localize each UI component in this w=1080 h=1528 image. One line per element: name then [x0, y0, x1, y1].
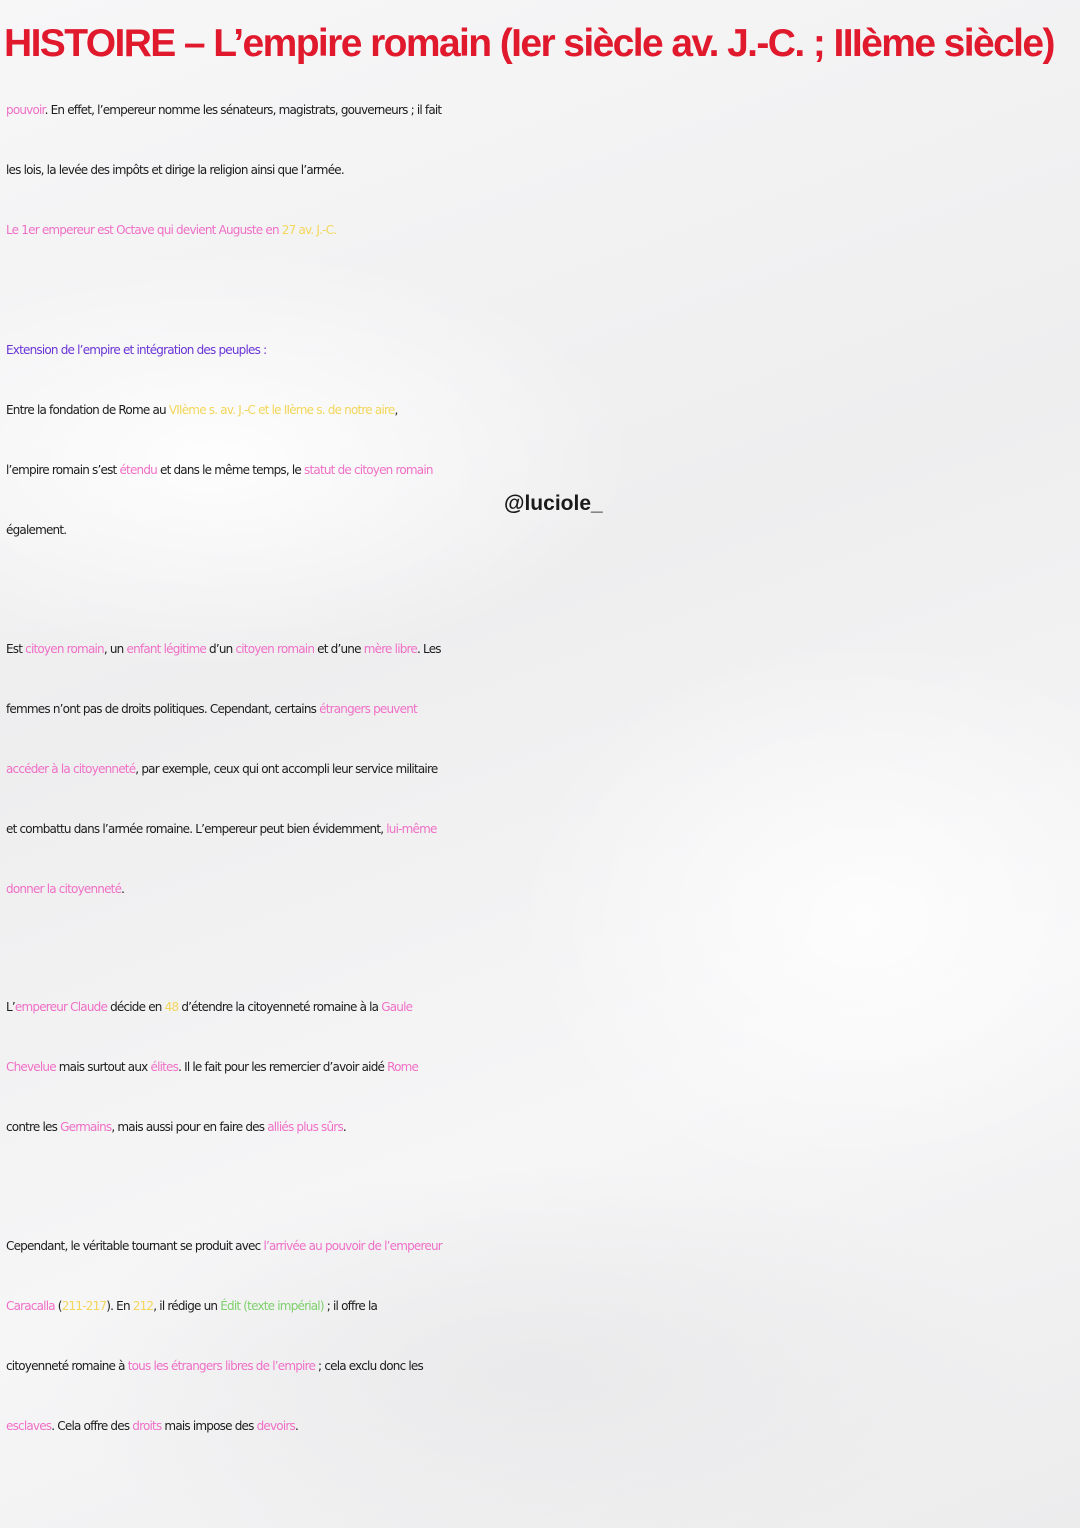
text-line [6, 859, 1074, 919]
highlight: statut de citoyen romain [304, 463, 433, 477]
text: femmes n’ont pas de droits politiques. Cependant, certains [6, 702, 320, 716]
text: et combattu dans l’armée romaine. L’empereur peut bien évidemment, [6, 822, 387, 836]
text: . En effet, l’empereur nomme les sénateurs, magistrats, gouverneurs ; il fait [44, 103, 442, 117]
text: L’ [6, 1000, 15, 1014]
highlight: Germains [60, 1120, 112, 1134]
highlight: tous les étrangers libres de l’empire [127, 1359, 316, 1373]
text-line [6, 679, 1074, 739]
highlight: citoyen romain [235, 642, 315, 656]
highlight: citoyen romain [25, 642, 104, 656]
text: , par exemple, ceux qui ont accompli leur service militaire [135, 762, 438, 776]
date-highlight: av. J.-C. [295, 223, 337, 237]
text: , un [103, 642, 127, 656]
green-highlight: Édit (texte impérial) [220, 1299, 324, 1313]
text-line [6, 440, 1074, 500]
text: d’un [205, 642, 236, 656]
section-heading: Extension de l’empire et intégration des peuples : [6, 343, 267, 357]
text-line [6, 739, 1074, 799]
highlight: Caracalla [6, 1299, 55, 1313]
highlight: Rome [387, 1060, 419, 1074]
highlight: empereur Claude [14, 1000, 108, 1014]
text: Est [6, 642, 26, 656]
text: , [394, 403, 398, 417]
date-highlight: 212 [132, 1299, 154, 1313]
paragraph-pouvoir [6, 80, 1074, 260]
text-line: également. [6, 523, 67, 537]
highlight: Chevelue [6, 1060, 56, 1074]
text-line [6, 1037, 1074, 1097]
text: , mais aussi pour en faire des [111, 1120, 268, 1134]
text: citoyenneté romaine à [6, 1359, 128, 1373]
highlight: l’arrivée au pouvoir de l’empereur [263, 1239, 442, 1253]
text: . Cela offre des [51, 1419, 133, 1433]
text: . [342, 1120, 346, 1134]
paragraph-extension [6, 320, 1074, 560]
text: d’étendre la citoyenneté romaine à la [178, 1000, 382, 1014]
text-line [6, 799, 1074, 859]
highlight: enfant légitime [126, 642, 206, 656]
text: mais impose des [161, 1419, 257, 1433]
text-line [6, 200, 1074, 260]
text: . [294, 1419, 298, 1433]
highlight: esclaves [6, 1419, 52, 1433]
text-line [6, 1216, 1074, 1276]
text: décide en [107, 1000, 165, 1014]
highlight: devoirs [256, 1419, 295, 1433]
highlight: élites [150, 1060, 179, 1074]
text-line [6, 80, 1074, 140]
text-line [6, 1396, 1074, 1456]
text-line [6, 1276, 1074, 1336]
text-line [6, 1097, 1074, 1157]
text: ; il offre la [323, 1299, 378, 1313]
text-line [6, 619, 1074, 679]
text: et dans le même temps, le [156, 463, 305, 477]
text-line [6, 1336, 1074, 1396]
text-line [6, 380, 1074, 440]
highlight: pouvoir [6, 103, 45, 117]
highlight: Gaule [381, 1000, 413, 1014]
text: ). En [106, 1299, 133, 1313]
text-line [6, 977, 1074, 1037]
text: contre les [6, 1120, 61, 1134]
text: Entre la fondation de Rome au [6, 403, 169, 417]
text: , il rédige un [153, 1299, 221, 1313]
text: Cependant, le véritable tournant se produit avec [6, 1239, 264, 1253]
text-line: les lois, la levée des impôts et dirige la religion ainsi que l’armée. [6, 163, 344, 177]
text: et d’une [314, 642, 364, 656]
highlight: mère libre [363, 642, 417, 656]
highlight: étrangers peuvent [319, 702, 417, 716]
highlight: lui-même [386, 822, 437, 836]
highlight: Le 1er empereur est Octave qui devient Auguste en [6, 223, 282, 237]
paragraph-caracalla [6, 1216, 1074, 1456]
paragraph-citoyen [6, 619, 1074, 919]
date-highlight: 27 [281, 223, 296, 237]
highlight: donner la citoyenneté [6, 882, 122, 896]
highlight: droits [132, 1419, 162, 1433]
date-highlight: VIIème s. av. J.-C et le IIème s. de notre aire [168, 403, 395, 417]
text: . [121, 882, 125, 896]
highlight: accéder à la citoyenneté [6, 762, 136, 776]
text: . Les [417, 642, 441, 656]
highlight: alliés plus sûrs [267, 1120, 343, 1134]
text: ( [54, 1299, 62, 1313]
text: mais surtout aux [55, 1060, 151, 1074]
watermark-handle: @luciole_ [504, 492, 603, 515]
highlight: étendu [119, 463, 157, 477]
page-title: HISTOIRE – L’empire romain (Ier siècle av. J.-C. ; IIIème siècle) [4, 22, 1054, 65]
date-highlight: 211-217 [61, 1299, 107, 1313]
text: ; cela exclu donc les [315, 1359, 423, 1373]
text: l’empire romain s’est [6, 463, 120, 477]
date-highlight: 48 [164, 1000, 179, 1014]
paragraph-claude [6, 977, 1074, 1157]
text: . Il le fait pour les remercier d’avoir aidé [178, 1060, 388, 1074]
